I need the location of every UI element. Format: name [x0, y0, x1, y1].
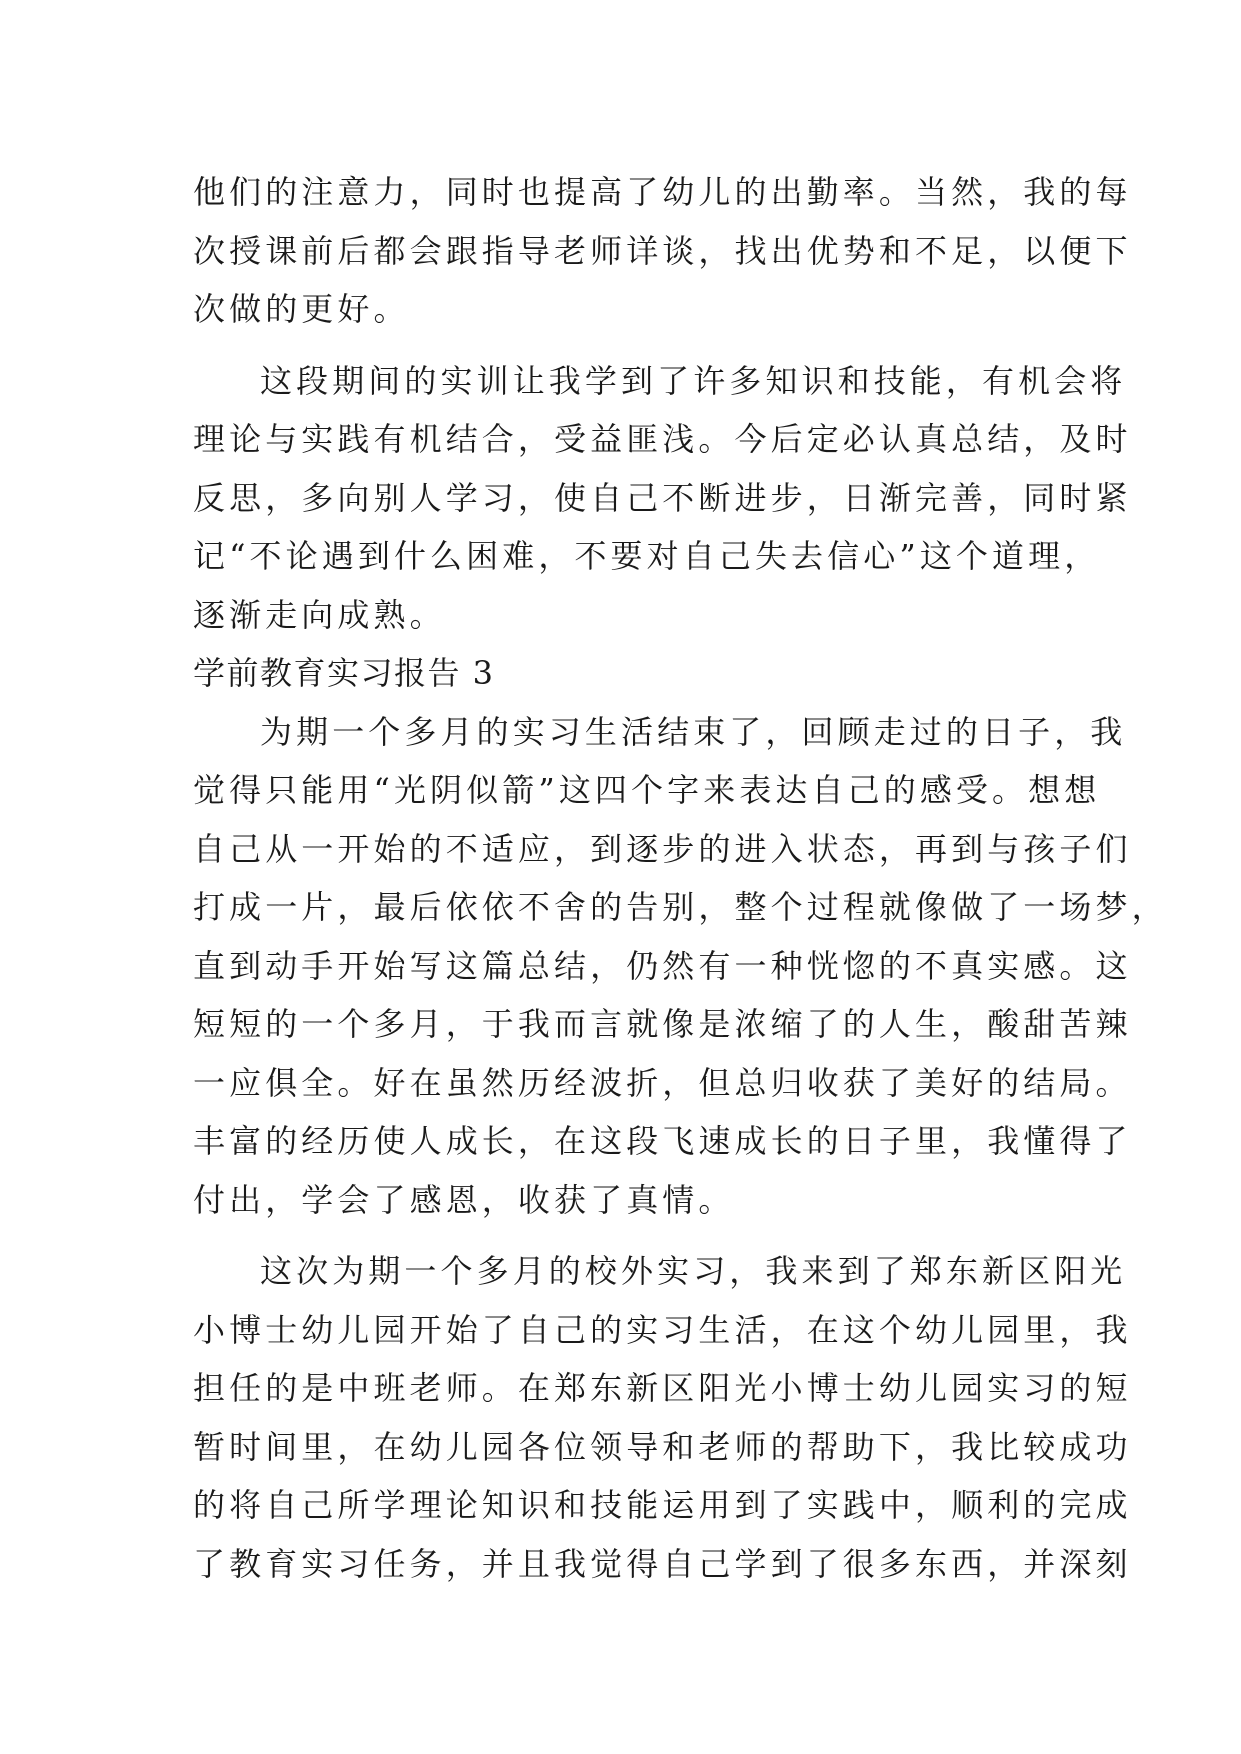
- text-line: 次授课前后都会跟指导老师详谈，找出优势和不足，以便下: [193, 231, 1132, 270]
- text-line: 的将自己所学理论知识和技能运用到了实践中，顺利的完成: [193, 1486, 1132, 1524]
- text-line: 担任的是中班老师。在郑东新区阳光小博士幼儿园实习的短: [193, 1369, 1132, 1407]
- text-line: 记“不论遇到什么困难，不要对自己失去信心”这个道理，: [193, 537, 1101, 575]
- text-line: 这段期间的实训让我学到了许多知识和技能，有机会将: [260, 361, 1127, 400]
- text-line: 了教育实习任务，并且我觉得自己学到了很多东西，并深刻: [193, 1544, 1132, 1583]
- text-line: 为期一个多月的实习生活结束了，回顾走过的日子，我: [260, 712, 1127, 751]
- text-line: 直到动手开始写这篇总结，仍然有一种恍惚的不真实感。这: [193, 946, 1132, 985]
- text-line: 次做的更好。: [193, 290, 410, 328]
- text-line: 打成一片，最后依依不舍的告别，整个过程就像做了一场梦，: [193, 888, 1168, 926]
- text-line: 短短的一个多月，于我而言就像是浓缩了的人生，酸甜苦辣: [193, 1005, 1132, 1043]
- text-line: 这次为期一个多月的校外实习，我来到了郑东新区阳光: [260, 1252, 1127, 1290]
- document-page: [193, 163, 1168, 1593]
- text-line: 觉得只能用“光阴似箭”这四个字来表达自己的感受。想想: [193, 771, 1101, 809]
- text-line: 暂时间里，在幼儿园各位领导和老师的帮助下，我比较成功: [193, 1427, 1132, 1466]
- text-line: 一应俱全。好在虽然历经波折，但总归收获了美好的结局。: [193, 1063, 1132, 1102]
- text-line: 他们的注意力，同时也提高了幼儿的出勤率。当然，我的每: [193, 173, 1132, 211]
- text-line: 理论与实践有机结合，受益匪浅。今后定必认真总结，及时: [193, 420, 1132, 458]
- text-line: 小博士幼儿园开始了自己的实习生活，在这个幼儿园里，我: [193, 1310, 1132, 1349]
- text-line: 反思，多向别人学习，使自己不断进步，日渐完善，同时紧: [193, 478, 1132, 517]
- text-line: 丰富的经历使人成长，在这段飞速成长的日子里，我懂得了: [193, 1122, 1132, 1160]
- section-heading: 学前教育实习报告 3: [193, 654, 495, 692]
- text-line: 自己从一开始的不适应，到逐步的进入状态，再到与孩子们: [193, 829, 1132, 868]
- text-line: 付出，学会了感恩，收获了真情。: [193, 1180, 735, 1219]
- text-line: 逐渐走向成熟。: [193, 595, 446, 634]
